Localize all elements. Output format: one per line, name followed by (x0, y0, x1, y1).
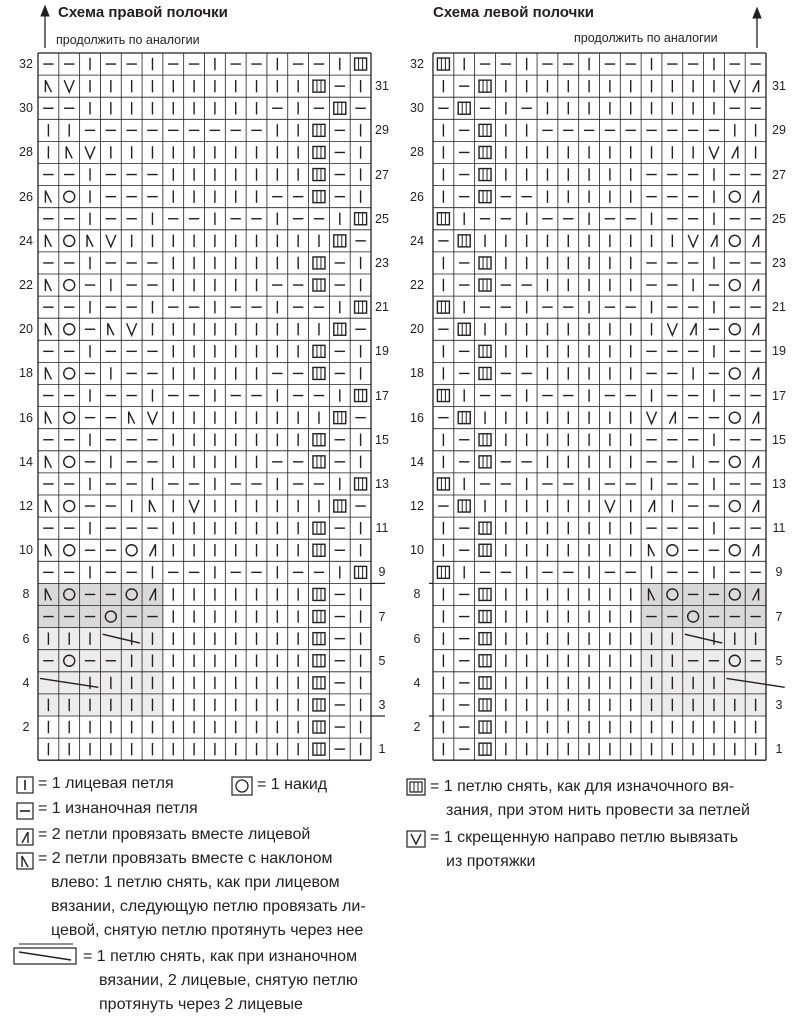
slip-mark (458, 323, 470, 335)
chart-row (45, 279, 360, 291)
ssk-mark (45, 80, 51, 92)
row-number-odd: 13 (375, 476, 389, 491)
slip-stitch-symbol-icon (406, 778, 426, 796)
k2tog-mark (753, 191, 759, 203)
slip-mark (479, 721, 491, 733)
slip-mark (437, 301, 449, 313)
left-panel-title: Схема левой полочки (433, 4, 595, 21)
right-panel-chart (38, 53, 385, 760)
k2tog-mark (753, 323, 759, 335)
twisted-mark (64, 80, 74, 92)
row-number-odd: 5 (775, 653, 783, 668)
slip-mark (313, 367, 325, 379)
row-number-even: 16 (410, 410, 424, 425)
slip-mark (479, 279, 491, 291)
twisted-mark (667, 323, 677, 335)
row-number-even: 18 (410, 366, 424, 381)
yarn-over-mark (64, 368, 75, 379)
slip-mark (313, 721, 325, 733)
chart-row (438, 235, 758, 247)
row-number-even: 20 (410, 322, 424, 337)
chart-row (43, 522, 360, 534)
legend-ssk-line-1: = 2 петли провязать вместе с наклоном (38, 850, 333, 867)
chart-row (45, 456, 360, 468)
chart-row (443, 522, 760, 534)
row-number-even: 2 (413, 720, 421, 735)
slip-mark (479, 434, 491, 446)
twisted-mark (605, 500, 615, 512)
chart-row (443, 80, 758, 92)
row-number-odd: 31 (375, 79, 389, 94)
chart-row (43, 434, 360, 446)
chart-row (443, 345, 760, 357)
chart-row (443, 190, 758, 202)
slip-mark (479, 655, 491, 667)
row-number-even: 12 (19, 499, 33, 514)
row-number-odd: 9 (378, 565, 386, 580)
row-number-odd: 19 (772, 344, 786, 359)
yarn-over-mark (64, 235, 75, 246)
yarn-over-symbol-icon (231, 776, 253, 796)
chart-row (45, 544, 360, 556)
row-number-odd: 29 (375, 123, 389, 138)
ssk-mark (66, 146, 72, 158)
slip-mark (313, 169, 325, 181)
ssk-mark (45, 191, 51, 203)
row-number-odd: 21 (375, 300, 389, 315)
chart-row (45, 190, 360, 202)
ssk-mark (45, 279, 51, 291)
row-number-odd: 23 (772, 255, 786, 270)
row-number-even: 12 (410, 499, 424, 514)
slip-mark (479, 124, 491, 136)
ssk-mark (45, 235, 51, 247)
row-number-even: 6 (413, 631, 421, 646)
row-number-even: 22 (410, 278, 424, 293)
slip-mark (437, 58, 449, 70)
legend-ssk-line-3: вязании, следующую петлю провязать ли- (51, 898, 366, 915)
legend-cable-line-3: протянуть через 2 лицевые (99, 996, 303, 1013)
chart-row (443, 257, 760, 269)
ssk-mark (87, 235, 93, 247)
row-number-odd: 23 (375, 255, 389, 270)
slip-mark (334, 102, 346, 114)
slip-mark (355, 390, 367, 402)
k2tog-mark (753, 279, 759, 291)
slip-mark (313, 699, 325, 711)
chart-row (443, 434, 760, 446)
chart-row (438, 323, 758, 335)
row-number-odd: 3 (378, 697, 386, 712)
slip-mark (313, 633, 325, 645)
row-number-odd: 9 (775, 565, 783, 580)
slip-mark (313, 588, 325, 600)
row-number-odd: 5 (378, 653, 386, 668)
row-number-even: 14 (410, 454, 424, 469)
row-number-even: 8 (22, 587, 30, 602)
row-number-even: 30 (410, 101, 424, 116)
k2tog-mark (732, 146, 738, 158)
knit-symbol-icon (16, 776, 34, 794)
chart-row (443, 279, 758, 291)
twisted-mark (106, 235, 116, 247)
row-number-odd: 25 (772, 211, 786, 226)
row-number-odd: 27 (772, 167, 786, 182)
slip-mark (313, 544, 325, 556)
row-number-even: 4 (413, 675, 421, 690)
ssk-mark (149, 500, 155, 512)
legend-ssk-line-4: цевой, снятую петлю протянуть через нее (51, 922, 364, 939)
row-number-even: 10 (19, 543, 33, 558)
twisted-mark (730, 80, 740, 92)
legend-slip-line-2: зания, при этом нить провести за петлей (446, 802, 750, 819)
row-number-odd: 15 (375, 432, 389, 447)
continue-arrow-right-panel (41, 6, 49, 48)
twisted-stitch-symbol-icon (406, 830, 426, 848)
slip-mark (355, 478, 367, 490)
slip-mark (334, 235, 346, 247)
slip-mark (313, 257, 325, 269)
k2tog-mark (690, 323, 696, 335)
ssk-mark (45, 412, 51, 424)
chart-row (443, 168, 760, 180)
ssk-mark (45, 500, 51, 512)
yarn-over-mark (64, 456, 75, 467)
k2tog-mark (753, 544, 759, 556)
row-number-even: 10 (410, 543, 424, 558)
chart-row (45, 367, 360, 379)
row-number-odd: 11 (772, 521, 786, 536)
k2tog-mark (669, 412, 675, 424)
chart-row (443, 367, 758, 379)
row-number-even: 24 (19, 233, 33, 248)
slip-mark (479, 345, 491, 357)
yarn-over-mark (729, 501, 740, 512)
row-number-odd: 15 (772, 432, 786, 447)
row-number-even: 28 (410, 145, 424, 160)
slip-mark (334, 412, 346, 424)
slip-mark (479, 80, 491, 92)
slip-mark (479, 367, 491, 379)
slip-mark (479, 456, 491, 468)
k2tog-mark (753, 235, 759, 247)
row-number-even: 18 (19, 366, 33, 381)
twisted-mark (127, 323, 137, 335)
row-number-even: 16 (19, 410, 33, 425)
legend-cable-line-1: = 1 петлю снять, как при изнаночном (83, 948, 358, 965)
slip-mark (437, 566, 449, 578)
slip-mark (479, 699, 491, 711)
ssk-mark (108, 323, 114, 335)
slip-mark (479, 633, 491, 645)
k2tog-mark (753, 412, 759, 424)
k2tog-symbol-icon (16, 828, 34, 846)
chart-row (45, 323, 365, 335)
k2tog-mark (711, 235, 717, 247)
slip-mark (313, 434, 325, 446)
slip-mark (313, 124, 325, 136)
slip-mark (313, 279, 325, 291)
legend-ssk-line-2: влево: 1 петлю снять, как при лицевом (51, 874, 340, 891)
chart-row (43, 168, 360, 180)
row-number-even: 2 (22, 720, 30, 735)
yarn-over-mark (729, 191, 740, 202)
twisted-mark (688, 235, 698, 247)
slip-mark (479, 146, 491, 158)
ssk-mark (129, 412, 135, 424)
slip-mark (479, 743, 491, 755)
right-panel-continue-note: продолжить по аналогии (56, 33, 200, 47)
yarn-over-mark (729, 412, 740, 423)
k2tog-mark (149, 544, 155, 556)
slip-mark (479, 191, 491, 203)
slip-mark (437, 213, 449, 225)
chart-row (45, 80, 360, 92)
legend-cable-line-2: вязании, 2 лицевые, снятую петлю (99, 972, 358, 989)
slip-mark (458, 235, 470, 247)
row-number-even: 32 (410, 57, 424, 72)
slip-mark (313, 146, 325, 158)
slip-mark (313, 655, 325, 667)
slip-mark (313, 522, 325, 534)
yarn-over-mark (64, 191, 75, 202)
k2tog-mark (753, 80, 759, 92)
twisted-mark (147, 412, 157, 424)
ssk-symbol-icon (16, 852, 34, 870)
legend-slip-line-1: = 1 петлю снять, как для изначочного вя- (430, 778, 735, 795)
slip-mark (479, 544, 491, 556)
row-number-even: 6 (22, 631, 30, 646)
slip-mark (479, 611, 491, 623)
slip-mark (479, 522, 491, 534)
legend-twisted-line-1: = 1 скрещенную направо петлю вывязать (430, 829, 739, 846)
yarn-over-mark (729, 235, 740, 246)
row-number-odd: 7 (378, 609, 386, 624)
row-number-odd: 13 (772, 476, 786, 491)
chart-row (443, 544, 758, 556)
right-panel-title: Схема правой полочки (58, 4, 228, 21)
slip-mark (479, 257, 491, 269)
yarn-over-mark (667, 545, 678, 556)
slip-mark (334, 323, 346, 335)
row-number-odd: 17 (772, 388, 786, 403)
slip-mark (355, 301, 367, 313)
ssk-mark (649, 544, 655, 556)
row-number-odd: 11 (375, 521, 389, 536)
ssk-mark (45, 323, 51, 335)
yarn-over-mark (126, 545, 137, 556)
legend-knit: = 1 лицевая петля (38, 775, 174, 792)
yarn-over-mark (64, 324, 75, 335)
twisted-mark (189, 500, 199, 512)
row-number-even: 14 (19, 454, 33, 469)
yarn-over-mark (64, 501, 75, 512)
row-number-odd: 7 (775, 609, 783, 624)
row-number-odd: 1 (775, 742, 783, 757)
legend-yarn-over: = 1 накид (257, 776, 328, 793)
slip-mark (313, 191, 325, 203)
row-number-even: 24 (410, 233, 424, 248)
slip-mark (355, 566, 367, 578)
chart-row (438, 500, 758, 512)
slip-mark (437, 478, 449, 490)
slip-mark (334, 500, 346, 512)
row-number-odd: 29 (772, 123, 786, 138)
chart-row (45, 411, 365, 423)
slip-mark (458, 412, 470, 424)
twisted-mark (709, 146, 719, 158)
row-number-odd: 31 (772, 79, 786, 94)
slip-mark (437, 390, 449, 402)
row-number-odd: 17 (375, 388, 389, 403)
row-number-even: 22 (19, 278, 33, 293)
row-number-even: 30 (19, 101, 33, 116)
row-number-even: 28 (19, 145, 33, 160)
row-number-even: 20 (19, 322, 33, 337)
slip-mark (479, 677, 491, 689)
legend-k2tog: = 2 петли провязать вместе лицевой (38, 826, 311, 843)
row-number-even: 8 (413, 587, 421, 602)
slip-over-cable-symbol-icon (13, 942, 77, 966)
row-number-even: 4 (22, 675, 30, 690)
chart-row (43, 345, 360, 357)
yarn-over-mark (64, 280, 75, 291)
slip-mark (313, 743, 325, 755)
slip-mark (313, 345, 325, 357)
yarn-over-mark (729, 280, 740, 291)
chart-row (45, 500, 365, 512)
left-panel-continue-note: продолжить по аналогии (574, 31, 718, 45)
row-number-even: 26 (19, 189, 33, 204)
yarn-over-mark (64, 412, 75, 423)
k2tog-mark (753, 500, 759, 512)
legend-purl: = 1 изнаночная петля (38, 800, 198, 817)
slip-mark (355, 213, 367, 225)
twisted-mark (85, 146, 95, 158)
slip-mark (458, 102, 470, 114)
left-panel-chart (429, 53, 785, 760)
row-number-odd: 3 (775, 697, 783, 712)
purl-symbol-icon (16, 802, 34, 820)
row-number-odd: 27 (375, 167, 389, 182)
slip-mark (355, 58, 367, 70)
chart-row (438, 411, 758, 423)
ssk-mark (45, 456, 51, 468)
row-number-odd: 19 (375, 344, 389, 359)
yarn-over-mark (64, 545, 75, 556)
chart-row (45, 235, 365, 247)
slip-mark (313, 677, 325, 689)
ssk-mark (45, 367, 51, 379)
slip-mark (313, 611, 325, 623)
row-number-even: 32 (19, 57, 33, 72)
slip-mark (479, 169, 491, 181)
row-number-odd: 21 (772, 300, 786, 315)
row-number-odd: 1 (378, 742, 386, 757)
slip-mark (313, 456, 325, 468)
k2tog-mark (649, 500, 655, 512)
chart-row (443, 456, 758, 468)
row-number-even: 26 (410, 189, 424, 204)
chart-row (43, 257, 360, 269)
k2tog-mark (753, 456, 759, 468)
yarn-over-mark (729, 456, 740, 467)
ssk-mark (45, 544, 51, 556)
slip-mark (313, 80, 325, 92)
slip-mark (479, 588, 491, 600)
yarn-over-mark (729, 368, 740, 379)
slip-mark (458, 500, 470, 512)
row-number-odd: 25 (375, 211, 389, 226)
continue-arrow-left-panel (753, 8, 761, 48)
twisted-mark (647, 412, 657, 424)
k2tog-mark (753, 367, 759, 379)
yarn-over-mark (729, 324, 740, 335)
legend-twisted-line-2: из протяжки (446, 853, 536, 870)
yarn-over-mark (729, 545, 740, 556)
